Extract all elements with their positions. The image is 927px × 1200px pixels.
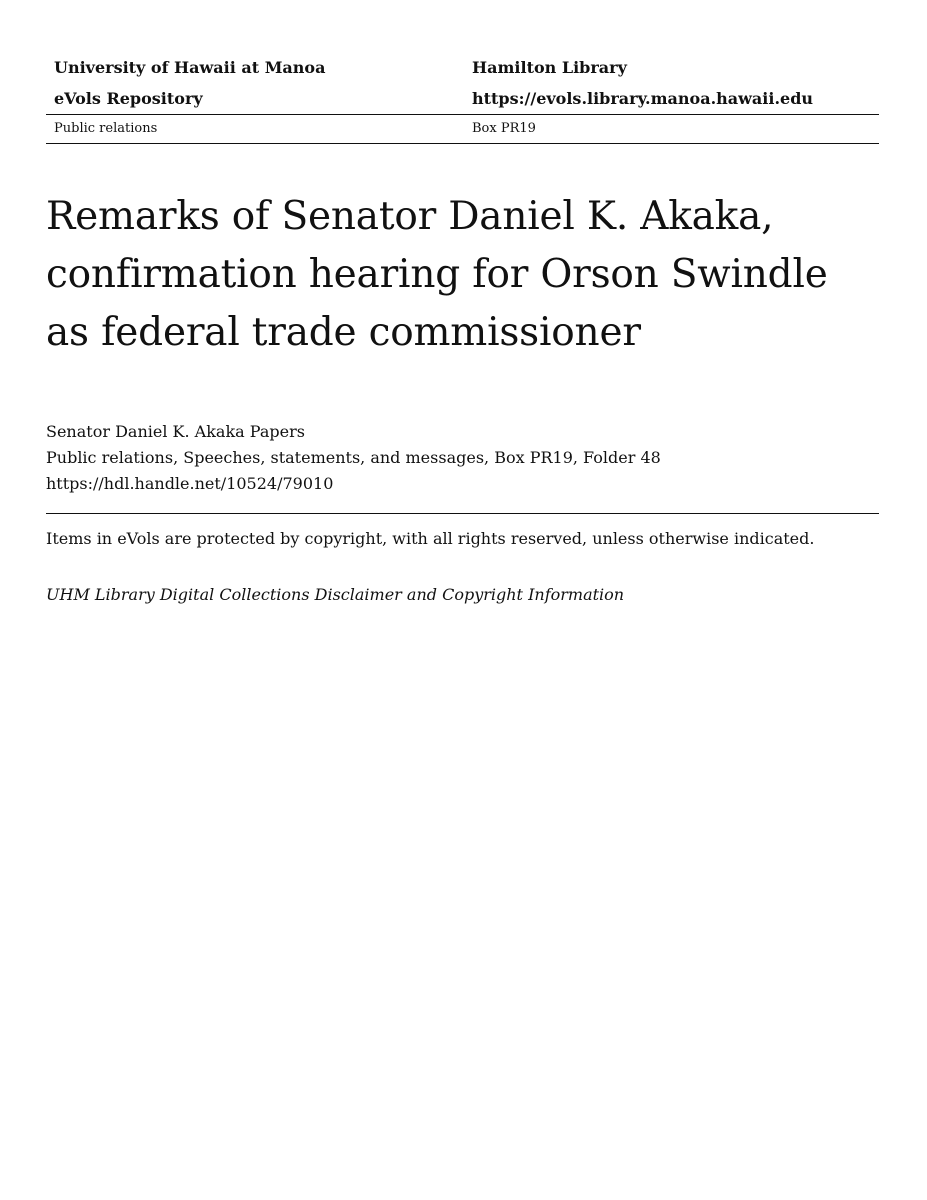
series-name: Public relations <box>54 121 158 136</box>
header-table <box>46 52 879 144</box>
handle-link[interactable]: https://hdl.handle.net/10524/79010 <box>46 474 334 493</box>
header-row-3 <box>46 115 879 143</box>
collection-name: Senator Daniel K. Akaka Papers <box>46 422 305 441</box>
repository-name: eVols Repository <box>54 89 203 108</box>
library-name: Hamilton Library <box>472 58 627 77</box>
document-metadata <box>46 419 879 497</box>
institution-name: University of Hawaii at Manoa <box>54 58 326 77</box>
disclaimer-link[interactable]: UHM Library Digital Collections Disclaimer and Copyright Information <box>46 585 625 604</box>
folder-location: Public relations, Speeches, statements, and messages, Box PR19, Folder 48 <box>46 448 661 467</box>
footer-divider <box>46 513 879 514</box>
document-title: Remarks of Senator Daniel K. Akaka, confirmation hearing for Orson Swindle as federal trade commissioner <box>46 194 828 355</box>
header-row-1 <box>46 52 879 83</box>
header-bottom-divider <box>46 143 879 144</box>
repository-url-link[interactable]: https://evols.library.manoa.hawaii.edu <box>472 89 814 108</box>
header-row-2 <box>46 83 879 114</box>
rights-statement: Items in eVols are protected by copyright, with all rights reserved, unless otherwise indicated. <box>46 529 815 548</box>
box-label: Box PR19 <box>472 121 536 136</box>
